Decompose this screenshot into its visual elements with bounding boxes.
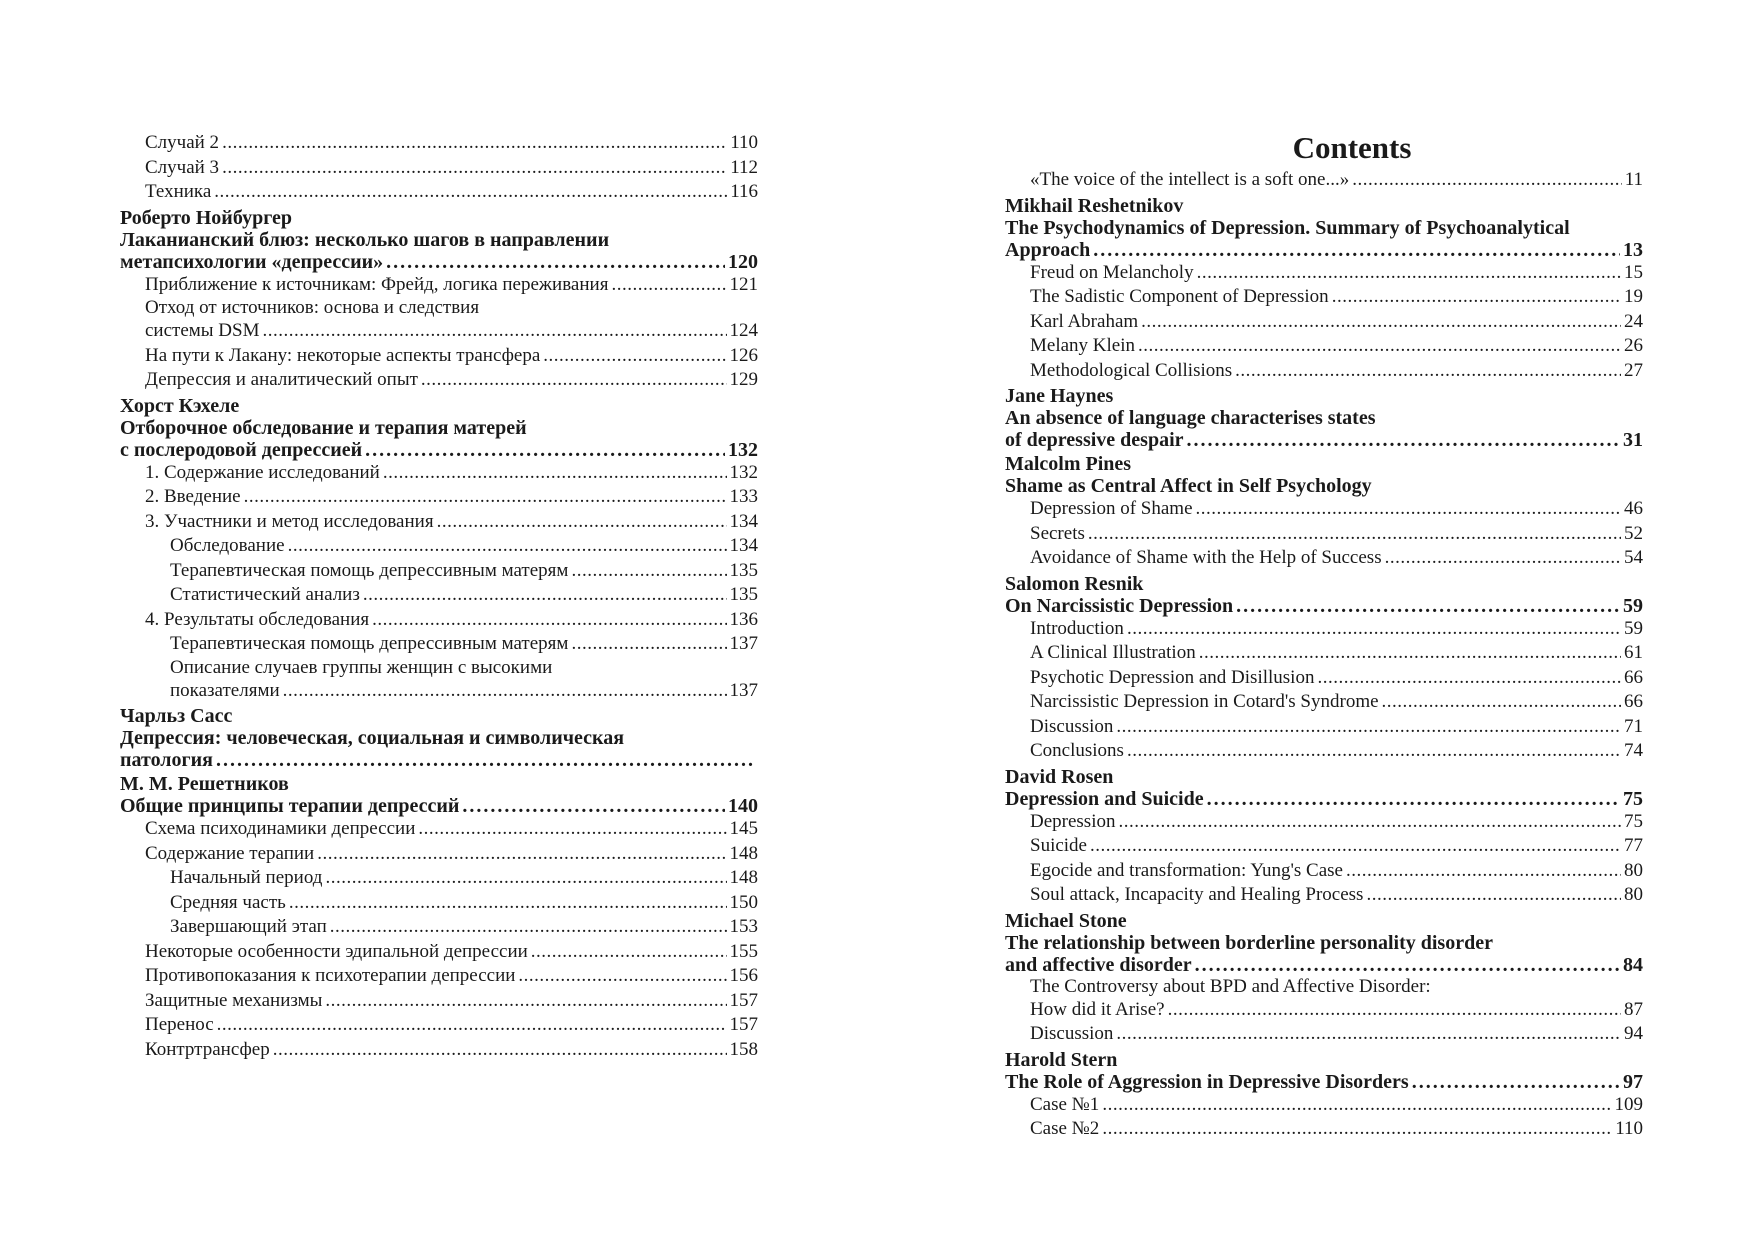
entry-title: Psychotic Depression and Disillusion: [1030, 666, 1315, 688]
entry-title: Melany Klein: [1030, 335, 1136, 356]
toc-section: [1005, 1049, 1643, 1142]
toc-entry[interactable]: [120, 1013, 758, 1038]
toc-entry[interactable]: [120, 817, 758, 842]
chapter-title: патология: [120, 749, 213, 771]
page-number: 80: [1624, 859, 1643, 881]
dot-leader: [462, 795, 725, 817]
page-number: 66: [1624, 666, 1643, 688]
page-number: 132: [729, 461, 758, 483]
toc-entry[interactable]: [1005, 666, 1643, 691]
toc-entry[interactable]: [1005, 261, 1643, 286]
page-number: 27: [1624, 359, 1643, 381]
page-number: 155: [729, 940, 758, 962]
entry-title: Депрессия и аналитический опыт: [145, 369, 418, 390]
entry-title: 2. Введение: [145, 486, 241, 507]
chapter-title-line: Shame as Central Affect in Self Psychology: [1005, 475, 1372, 497]
entry-title: Некоторые особенности эдипальной депрессии: [145, 940, 528, 962]
dot-leader: [383, 461, 727, 486]
dot-leader: [1346, 859, 1621, 884]
toc-entry[interactable]: [1005, 859, 1643, 884]
entry-title: Случай 2: [145, 132, 220, 153]
chapter-title: of depressive despair: [1005, 429, 1184, 451]
dot-leader: [1093, 239, 1620, 261]
page-number: 120: [728, 250, 758, 273]
toc-entry[interactable]: [1005, 1093, 1643, 1118]
entry-title: Противопоказания к психотерапии депрессии: [145, 965, 516, 986]
toc-entry[interactable]: [120, 940, 758, 965]
page-number: 135: [729, 584, 758, 605]
dot-leader: [1102, 1117, 1612, 1142]
page-number: 87: [1624, 998, 1643, 1020]
chapter-title: метапсихологии «депрессии»: [120, 250, 384, 273]
toc-entry[interactable]: [1005, 739, 1643, 764]
chapter-entry[interactable]: [120, 795, 758, 817]
page-number: 97: [1623, 1070, 1643, 1093]
page-number: 59: [1623, 594, 1643, 617]
toc-entry[interactable]: [120, 891, 758, 916]
dot-leader: [1352, 168, 1621, 193]
chapter-entry[interactable]: [1005, 595, 1643, 617]
page-number: 157: [729, 1014, 758, 1035]
dot-leader: [1366, 883, 1621, 908]
dot-leader: [1197, 261, 1621, 286]
entry-title: Случай 3: [145, 156, 220, 178]
author-name: Mikhail Reshetnikov: [1005, 194, 1184, 217]
entry-title-line: Отход от источников: основа и следствия: [145, 297, 480, 318]
dot-leader: [222, 131, 727, 156]
page-number: 121: [729, 273, 758, 295]
dot-leader: [1196, 497, 1621, 522]
chapter-title: Depression and Suicide: [1005, 787, 1204, 810]
author-name: Роберто Нойбургер: [120, 206, 293, 229]
toc-entry[interactable]: [1005, 359, 1643, 384]
dot-leader: [1236, 595, 1620, 617]
toc-entry[interactable]: [120, 344, 758, 369]
entry-title: Перенос: [145, 1014, 214, 1035]
entry-title: Depression of Shame: [1030, 498, 1193, 519]
page-number: 156: [729, 965, 758, 986]
entry-title: Содержание терапии: [145, 842, 315, 864]
page-number: 19: [1624, 286, 1643, 307]
toc-section: [120, 773, 758, 1062]
entry-title: Приближение к источникам: Фрейд, логика переживания: [145, 273, 609, 295]
entry-title: Терапевтическая помощь депрессивным матерям: [170, 559, 569, 581]
entry-title: Soul attack, Incapacity and Healing Process: [1030, 884, 1364, 905]
page-number: 77: [1624, 835, 1643, 856]
page-number: 75: [1623, 787, 1643, 810]
page-number: 137: [729, 633, 758, 654]
dot-leader: [611, 273, 726, 298]
page-number: 13: [1623, 238, 1643, 261]
chapter-title-line: The Psychodynamics of Depression. Summary of Psychoanalytical: [1005, 216, 1570, 239]
dot-leader: [1141, 310, 1621, 335]
chapter-title: Общие принципы терапии депрессий: [120, 795, 460, 817]
entry-title: Avoidance of Shame with the Help of Success: [1030, 547, 1382, 568]
entry-title: Схема психодинамики депрессии: [145, 818, 416, 839]
page-number: 135: [729, 559, 758, 581]
dot-leader: [421, 368, 727, 393]
toc-entry[interactable]: [1005, 334, 1643, 359]
chapter-entry[interactable]: [1005, 429, 1643, 451]
toc-section: [1005, 453, 1643, 571]
entry-title: Case №1: [1030, 1093, 1100, 1115]
entry-title: Depression: [1030, 810, 1116, 832]
page-number: 61: [1624, 642, 1643, 663]
entry-title: 1. Содержание исследований: [145, 461, 380, 483]
toc-entry[interactable]: [1005, 310, 1643, 335]
toc-entry[interactable]: [1005, 168, 1643, 193]
entry-title: How did it Arise?: [1030, 998, 1165, 1020]
page-number: 46: [1624, 498, 1643, 519]
entry-title: Защитные механизмы: [145, 989, 323, 1011]
page-number: 158: [729, 1038, 758, 1060]
entry-title: Начальный период: [170, 867, 323, 888]
author-name: Jane Haynes: [1005, 385, 1114, 407]
dot-leader: [518, 964, 726, 989]
dot-leader: [1317, 666, 1621, 691]
dot-leader: [1116, 715, 1621, 740]
dot-leader: [1207, 788, 1620, 810]
dot-leader: [1332, 285, 1621, 310]
entry-title-line: Описание случаев группы женщин с высокими: [170, 656, 553, 678]
entry-title: Техника: [145, 181, 212, 202]
page-number: 80: [1624, 884, 1643, 905]
chapter-title: The Role of Aggression in Depressive Disorders: [1005, 1070, 1409, 1093]
toc-section: [1005, 910, 1643, 1047]
dot-leader: [214, 180, 727, 205]
toc-entry[interactable]: [120, 989, 758, 1014]
entry-title: Conclusions: [1030, 740, 1124, 761]
page-number: 71: [1624, 715, 1643, 737]
toc-entry[interactable]: [1005, 883, 1643, 908]
toc-entry[interactable]: [120, 583, 758, 608]
dot-leader: [1088, 522, 1621, 547]
toc-entry[interactable]: [1005, 522, 1643, 547]
entry-title-line: The Controversy about BPD and Affective Disorder:: [1030, 975, 1431, 997]
toc-entry[interactable]: [120, 461, 758, 486]
toc-section: [120, 705, 758, 771]
toc-entry[interactable]: [1005, 641, 1643, 666]
page-number: 59: [1624, 617, 1643, 639]
entry-title: На пути к Лакану: некоторые аспекты трансфера: [145, 344, 541, 366]
dot-leader: [273, 1038, 727, 1063]
chapter-entry[interactable]: [120, 251, 758, 273]
entry-title: The Sadistic Component of Depression: [1030, 286, 1329, 307]
entry-title: Обследование: [170, 535, 285, 556]
page-number: 133: [729, 486, 758, 507]
chapter-entry[interactable]: [120, 749, 758, 771]
chapter-entry[interactable]: [1005, 239, 1643, 261]
page-number: 54: [1624, 547, 1643, 568]
toc-entry[interactable]: [120, 180, 758, 205]
dot-leader: [543, 344, 726, 369]
toc-entry[interactable]: [120, 866, 758, 891]
chapter-title: On Narcissistic Depression: [1005, 594, 1234, 617]
author-name: David Rosen: [1005, 765, 1114, 788]
dot-leader: [244, 485, 727, 510]
dot-leader: [1090, 834, 1621, 859]
toc-entry[interactable]: [1005, 617, 1643, 642]
author-name: Harold Stern: [1005, 1048, 1118, 1071]
chapter-title: с послеродовой депрессией: [120, 438, 363, 461]
toc-entry[interactable]: [120, 632, 758, 657]
entry-title: 4. Результаты обследования: [145, 608, 370, 630]
page-number: 124: [729, 320, 758, 341]
page-number: 66: [1624, 691, 1643, 712]
entry-title: Терапевтическая помощь депрессивным матерям: [170, 633, 569, 654]
page-number: 148: [729, 867, 758, 888]
entry-title: Secrets: [1030, 522, 1085, 544]
dot-leader: [386, 251, 725, 273]
page-number: 109: [1614, 1093, 1643, 1115]
page-number: 157: [729, 989, 758, 1011]
dot-leader: [1116, 1022, 1621, 1047]
toc-entry[interactable]: [120, 510, 758, 535]
toc-entry[interactable]: [1005, 546, 1643, 571]
dot-leader: [1168, 998, 1621, 1023]
dot-leader: [365, 439, 725, 461]
dot-leader: [317, 842, 726, 867]
toc-entry[interactable]: [120, 534, 758, 559]
page-number: 153: [729, 916, 758, 937]
dot-leader: [325, 989, 726, 1014]
page-number: 140: [728, 795, 758, 817]
entry-title: показателями: [170, 679, 280, 701]
dot-leader: [283, 679, 727, 704]
toc-entry[interactable]: [120, 679, 758, 704]
dot-leader: [363, 583, 727, 608]
author-name: Хорст Кэхеле: [120, 394, 240, 417]
toc-entry[interactable]: [1005, 715, 1643, 740]
contents-title: Contents: [1292, 130, 1412, 165]
chapter-title-line: Лаканианский блюз: несколько шагов в направлении: [120, 228, 610, 251]
entry-title: Freud on Melancholy: [1030, 261, 1194, 283]
toc-entry[interactable]: [120, 1038, 758, 1063]
dot-leader: [1118, 810, 1621, 835]
page-number: 110: [1615, 1118, 1643, 1139]
page-number: 31: [1623, 429, 1643, 451]
dot-leader: [437, 510, 727, 535]
dot-leader: [289, 891, 727, 916]
toc-entry[interactable]: [1005, 810, 1643, 835]
entry-title: Methodological Collisions: [1030, 359, 1233, 381]
toc-entry[interactable]: [1005, 998, 1643, 1023]
dot-leader: [330, 915, 727, 940]
dot-leader: [1412, 1071, 1620, 1093]
chapter-title: and affective disorder: [1005, 953, 1192, 976]
dot-leader: [216, 749, 755, 771]
dot-leader: [1138, 334, 1621, 359]
page-number: 84: [1623, 953, 1643, 976]
toc-entry[interactable]: [1005, 285, 1643, 310]
chapter-entry[interactable]: [1005, 954, 1643, 976]
right-page: [1005, 128, 1643, 1142]
toc-section: [120, 207, 758, 393]
page-number: 134: [729, 510, 758, 532]
dot-leader: [263, 319, 727, 344]
dot-leader: [1235, 359, 1621, 384]
page-number: 137: [729, 679, 758, 701]
chapter-entry[interactable]: [1005, 788, 1643, 810]
chapter-title-line: Отборочное обследование и терапия матерей: [120, 416, 527, 439]
page-number: 134: [729, 535, 758, 556]
entry-title: «The voice of the intellect is a soft one...»: [1030, 169, 1350, 190]
page-number: 26: [1624, 335, 1643, 356]
page-number: 116: [730, 181, 758, 202]
entry-title: Discussion: [1030, 1023, 1114, 1044]
page-number: 129: [729, 369, 758, 390]
toc-entry[interactable]: [1005, 1117, 1643, 1142]
dot-leader: [571, 559, 726, 584]
dot-leader: [1382, 690, 1621, 715]
entry-title: Статистический анализ: [170, 584, 360, 605]
entry-title: Контртрансфер: [145, 1038, 270, 1060]
toc-section: [1005, 195, 1643, 384]
toc-entry[interactable]: [120, 559, 758, 584]
author-name: Чарльз Сасс: [120, 705, 233, 727]
page-number: 52: [1624, 522, 1643, 544]
toc-entry[interactable]: [120, 368, 758, 393]
toc-section: [120, 395, 758, 704]
page-number: 75: [1624, 810, 1643, 832]
entry-title: Discussion: [1030, 715, 1114, 737]
toc-section: [1005, 573, 1643, 764]
chapter-title-line: The relationship between borderline personality disorder: [1005, 931, 1493, 954]
dot-leader: [372, 608, 726, 633]
page-number: 74: [1624, 740, 1643, 761]
entry-title: A Clinical Illustration: [1030, 642, 1196, 663]
entry-title: 3. Участники и метод исследования: [145, 510, 434, 532]
dot-leader: [222, 156, 727, 181]
page-number: 15: [1624, 261, 1643, 283]
toc-entry[interactable]: [120, 485, 758, 510]
author-name: М. М. Решетников: [120, 773, 289, 795]
dot-leader: [325, 866, 726, 891]
entry-title: Egocide and transformation: Yung's Case: [1030, 859, 1343, 881]
entry-title: Case №2: [1030, 1118, 1100, 1139]
page-number: 94: [1624, 1023, 1643, 1044]
toc-entry[interactable]: [120, 608, 758, 633]
entry-title: Karl Abraham: [1030, 310, 1139, 332]
dot-leader: [1199, 641, 1621, 666]
chapter-title: Approach: [1005, 238, 1091, 261]
entry-title: Suicide: [1030, 835, 1087, 856]
page-number: 112: [730, 156, 758, 178]
entry-title: системы DSM: [145, 320, 260, 341]
toc-entry[interactable]: [120, 131, 758, 156]
page-number: 132: [728, 438, 758, 461]
chapter-title-line: An absence of language characterises states: [1005, 407, 1376, 429]
toc-entry[interactable]: [120, 915, 758, 940]
page-number: 150: [729, 891, 758, 913]
toc-entry[interactable]: [1005, 690, 1643, 715]
toc-entry[interactable]: [1005, 834, 1643, 859]
author-name: Michael Stone: [1005, 909, 1127, 932]
author-name: Salomon Resnik: [1005, 572, 1144, 595]
toc-section: [1005, 385, 1643, 451]
page-number: 24: [1624, 310, 1643, 332]
page-number: 148: [729, 842, 758, 864]
dot-leader: [288, 534, 727, 559]
page-number: 136: [729, 608, 758, 630]
toc-section: [1005, 766, 1643, 908]
dot-leader: [1127, 739, 1621, 764]
left-page: [120, 131, 758, 1062]
dot-leader: [1195, 954, 1620, 976]
toc-entry[interactable]: [120, 319, 758, 344]
dot-leader: [418, 817, 726, 842]
entry-title: Средняя часть: [170, 891, 286, 913]
chapter-entry[interactable]: [120, 439, 758, 461]
toc-entry[interactable]: [120, 964, 758, 989]
toc-entry[interactable]: [120, 842, 758, 867]
dot-leader: [217, 1013, 727, 1038]
page-number: 126: [729, 344, 758, 366]
toc-entry[interactable]: [120, 156, 758, 181]
entry-title: Завершающий этап: [170, 916, 327, 937]
entry-title: Narcissistic Depression in Cotard's Syndrome: [1030, 691, 1379, 712]
dot-leader: [1187, 429, 1620, 451]
dot-leader: [571, 632, 726, 657]
dot-leader: [1127, 617, 1621, 642]
toc-entry[interactable]: [1005, 497, 1643, 522]
page-number: 110: [730, 132, 758, 153]
entry-title: Introduction: [1030, 617, 1124, 639]
page-number: 145: [729, 818, 758, 839]
dot-leader: [1385, 546, 1621, 571]
chapter-entry[interactable]: [1005, 1071, 1643, 1093]
chapter-title-line: Депрессия: человеческая, социальная и символическая: [120, 727, 625, 749]
toc-entry[interactable]: [120, 273, 758, 298]
dot-leader: [531, 940, 727, 965]
page-number: 11: [1624, 169, 1643, 190]
author-name: Malcolm Pines: [1005, 453, 1132, 475]
toc-entry[interactable]: [1005, 1022, 1643, 1047]
dot-leader: [1102, 1093, 1611, 1118]
